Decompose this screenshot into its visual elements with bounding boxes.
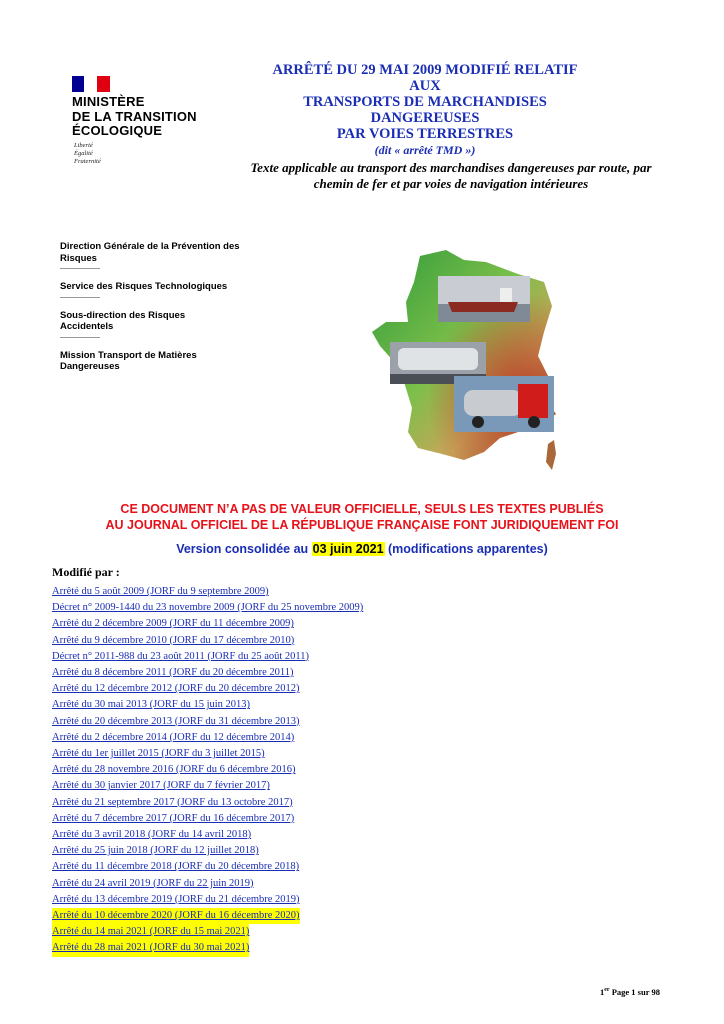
services-list bbox=[60, 241, 240, 375]
truck-photo bbox=[454, 376, 554, 432]
footer-num: 1 bbox=[600, 987, 605, 997]
document-subtitle: (dit « arrêté TMD ») bbox=[374, 143, 476, 157]
amendment-link[interactable]: Arrêté du 10 décembre 2020 (JORF du 16 décembre 2020) bbox=[52, 908, 300, 924]
amendment-link[interactable]: Arrêté du 20 décembre 2013 (JORF du 31 décembre 2013) bbox=[52, 715, 300, 727]
version-suffix: (modifications apparentes) bbox=[384, 542, 548, 556]
amendments-list bbox=[52, 584, 363, 957]
footer-text: Page 1 sur 98 bbox=[609, 987, 660, 997]
version-date: 03 juin 2021 bbox=[312, 542, 384, 556]
ministry-line: DE LA TRANSITION bbox=[72, 108, 197, 124]
modifie-label: Modifié par : bbox=[52, 565, 120, 579]
france-map-transport-image bbox=[368, 248, 578, 476]
title-line: PAR VOIES TERRESTRES bbox=[336, 126, 514, 142]
ministry-line: ÉCOLOGIQUE bbox=[72, 123, 163, 138]
service-item: Service des Risques Technologiques bbox=[60, 281, 228, 292]
amendment-link[interactable]: Arrêté du 11 décembre 2018 (JORF du 20 décembre 2018) bbox=[52, 861, 300, 873]
amendment-link[interactable]: Arrêté du 24 avril 2019 (JORF du 22 juin 2019) bbox=[52, 877, 254, 889]
amendment-link[interactable]: Arrêté du 5 août 2009 (JORF du 9 septembre 2009) bbox=[52, 586, 269, 597]
amendment-link[interactable]: Arrêté du 2 décembre 2014 (JORF du 12 décembre 2014) bbox=[52, 731, 295, 743]
applicable-text: Texte applicable au transport des marchandises dangereuses par route, par chemin de fer et par voies de navigation intérieures bbox=[250, 160, 652, 191]
warning-line: CE DOCUMENT N’A PAS DE VALEUR OFFICIELLE, SEULS LES TEXTES PUBLIÉS bbox=[120, 502, 604, 516]
ministry-line: MINISTÈRE bbox=[72, 94, 145, 109]
amendment-link[interactable]: Arrêté du 8 décembre 2011 (JORF du 20 décembre 2011) bbox=[52, 667, 294, 679]
amendment-link[interactable]: Arrêté du 25 juin 2018 (JORF du 12 juillet 2018) bbox=[52, 845, 259, 857]
service-item: Sous-direction des Risques Accidentels bbox=[60, 309, 186, 332]
ship-photo bbox=[438, 276, 530, 322]
corsica-shape bbox=[546, 440, 556, 470]
title-line: ARRÊTÉ DU 29 MAI 2009 MODIFIÉ RELATIF AUX bbox=[272, 62, 578, 94]
service-item: Mission Transport de Matières Dangereuses bbox=[60, 349, 197, 372]
amendment-link[interactable]: Arrêté du 30 mai 2013 (JORF du 15 juin 2013) bbox=[52, 699, 251, 711]
amendment-link[interactable]: Arrêté du 28 mai 2021 (JORF du 30 mai 2021) bbox=[52, 940, 249, 956]
amendment-link[interactable]: Arrêté du 9 décembre 2010 (JORF du 17 décembre 2010) bbox=[52, 634, 295, 646]
amendment-link[interactable]: Décret n° 2009-1440 du 23 novembre 2009 (JORF du 25 novembre 2009) bbox=[52, 602, 364, 614]
page-footer bbox=[600, 987, 660, 997]
amendment-link[interactable]: Décret n° 2011-988 du 23 août 2011 (JORF du 25 août 2011) bbox=[52, 650, 310, 662]
amendment-link[interactable]: Arrêté du 14 mai 2021 (JORF du 15 mai 2021) bbox=[52, 924, 249, 940]
marianne-flag-icon bbox=[72, 76, 110, 92]
divider bbox=[60, 297, 100, 298]
legal-warning bbox=[40, 501, 684, 533]
version-prefix: Version consolidée au bbox=[176, 542, 312, 556]
version-line bbox=[40, 542, 684, 556]
footer-sup: er bbox=[604, 987, 610, 994]
amendment-link[interactable]: Arrêté du 3 avril 2018 (JORF du 14 avril 2018) bbox=[52, 829, 252, 841]
amendment-link[interactable]: Arrêté du 7 décembre 2017 (JORF du 16 décembre 2017) bbox=[52, 812, 295, 824]
amendment-link[interactable]: Arrêté du 13 décembre 2019 (JORF du 21 décembre 2019) bbox=[52, 893, 300, 905]
devise-line: Liberté bbox=[74, 142, 93, 149]
title-line: TRANSPORTS DE MARCHANDISES DANGEREUSES bbox=[303, 94, 547, 126]
amendment-link[interactable]: Arrêté du 30 janvier 2017 (JORF du 7 février 2017) bbox=[52, 780, 270, 792]
amendment-link[interactable]: Arrêté du 12 décembre 2012 (JORF du 20 décembre 2012) bbox=[52, 683, 300, 695]
divider bbox=[60, 337, 100, 338]
document-title bbox=[260, 62, 590, 158]
divider bbox=[60, 268, 100, 269]
amendment-link[interactable]: Arrêté du 2 décembre 2009 (JORF du 11 décembre 2009) bbox=[52, 618, 294, 630]
warning-line: AU JOURNAL OFFICIEL DE LA RÉPUBLIQUE FRANÇAISE FONT JURIDIQUEMENT FOI bbox=[105, 518, 619, 532]
devise bbox=[74, 142, 101, 166]
amendment-link[interactable]: Arrêté du 1er juillet 2015 (JORF du 3 juillet 2015) bbox=[52, 748, 265, 760]
devise-line: Égalité bbox=[74, 150, 93, 157]
service-item: Direction Générale de la Prévention des Risques bbox=[60, 241, 240, 264]
amendment-link[interactable]: Arrêté du 28 novembre 2016 (JORF du 6 décembre 2016) bbox=[52, 764, 296, 776]
amendment-link[interactable]: Arrêté du 21 septembre 2017 (JORF du 13 octobre 2017) bbox=[52, 796, 293, 808]
devise-line: Fraternité bbox=[74, 158, 101, 165]
ministry-name bbox=[72, 95, 242, 139]
